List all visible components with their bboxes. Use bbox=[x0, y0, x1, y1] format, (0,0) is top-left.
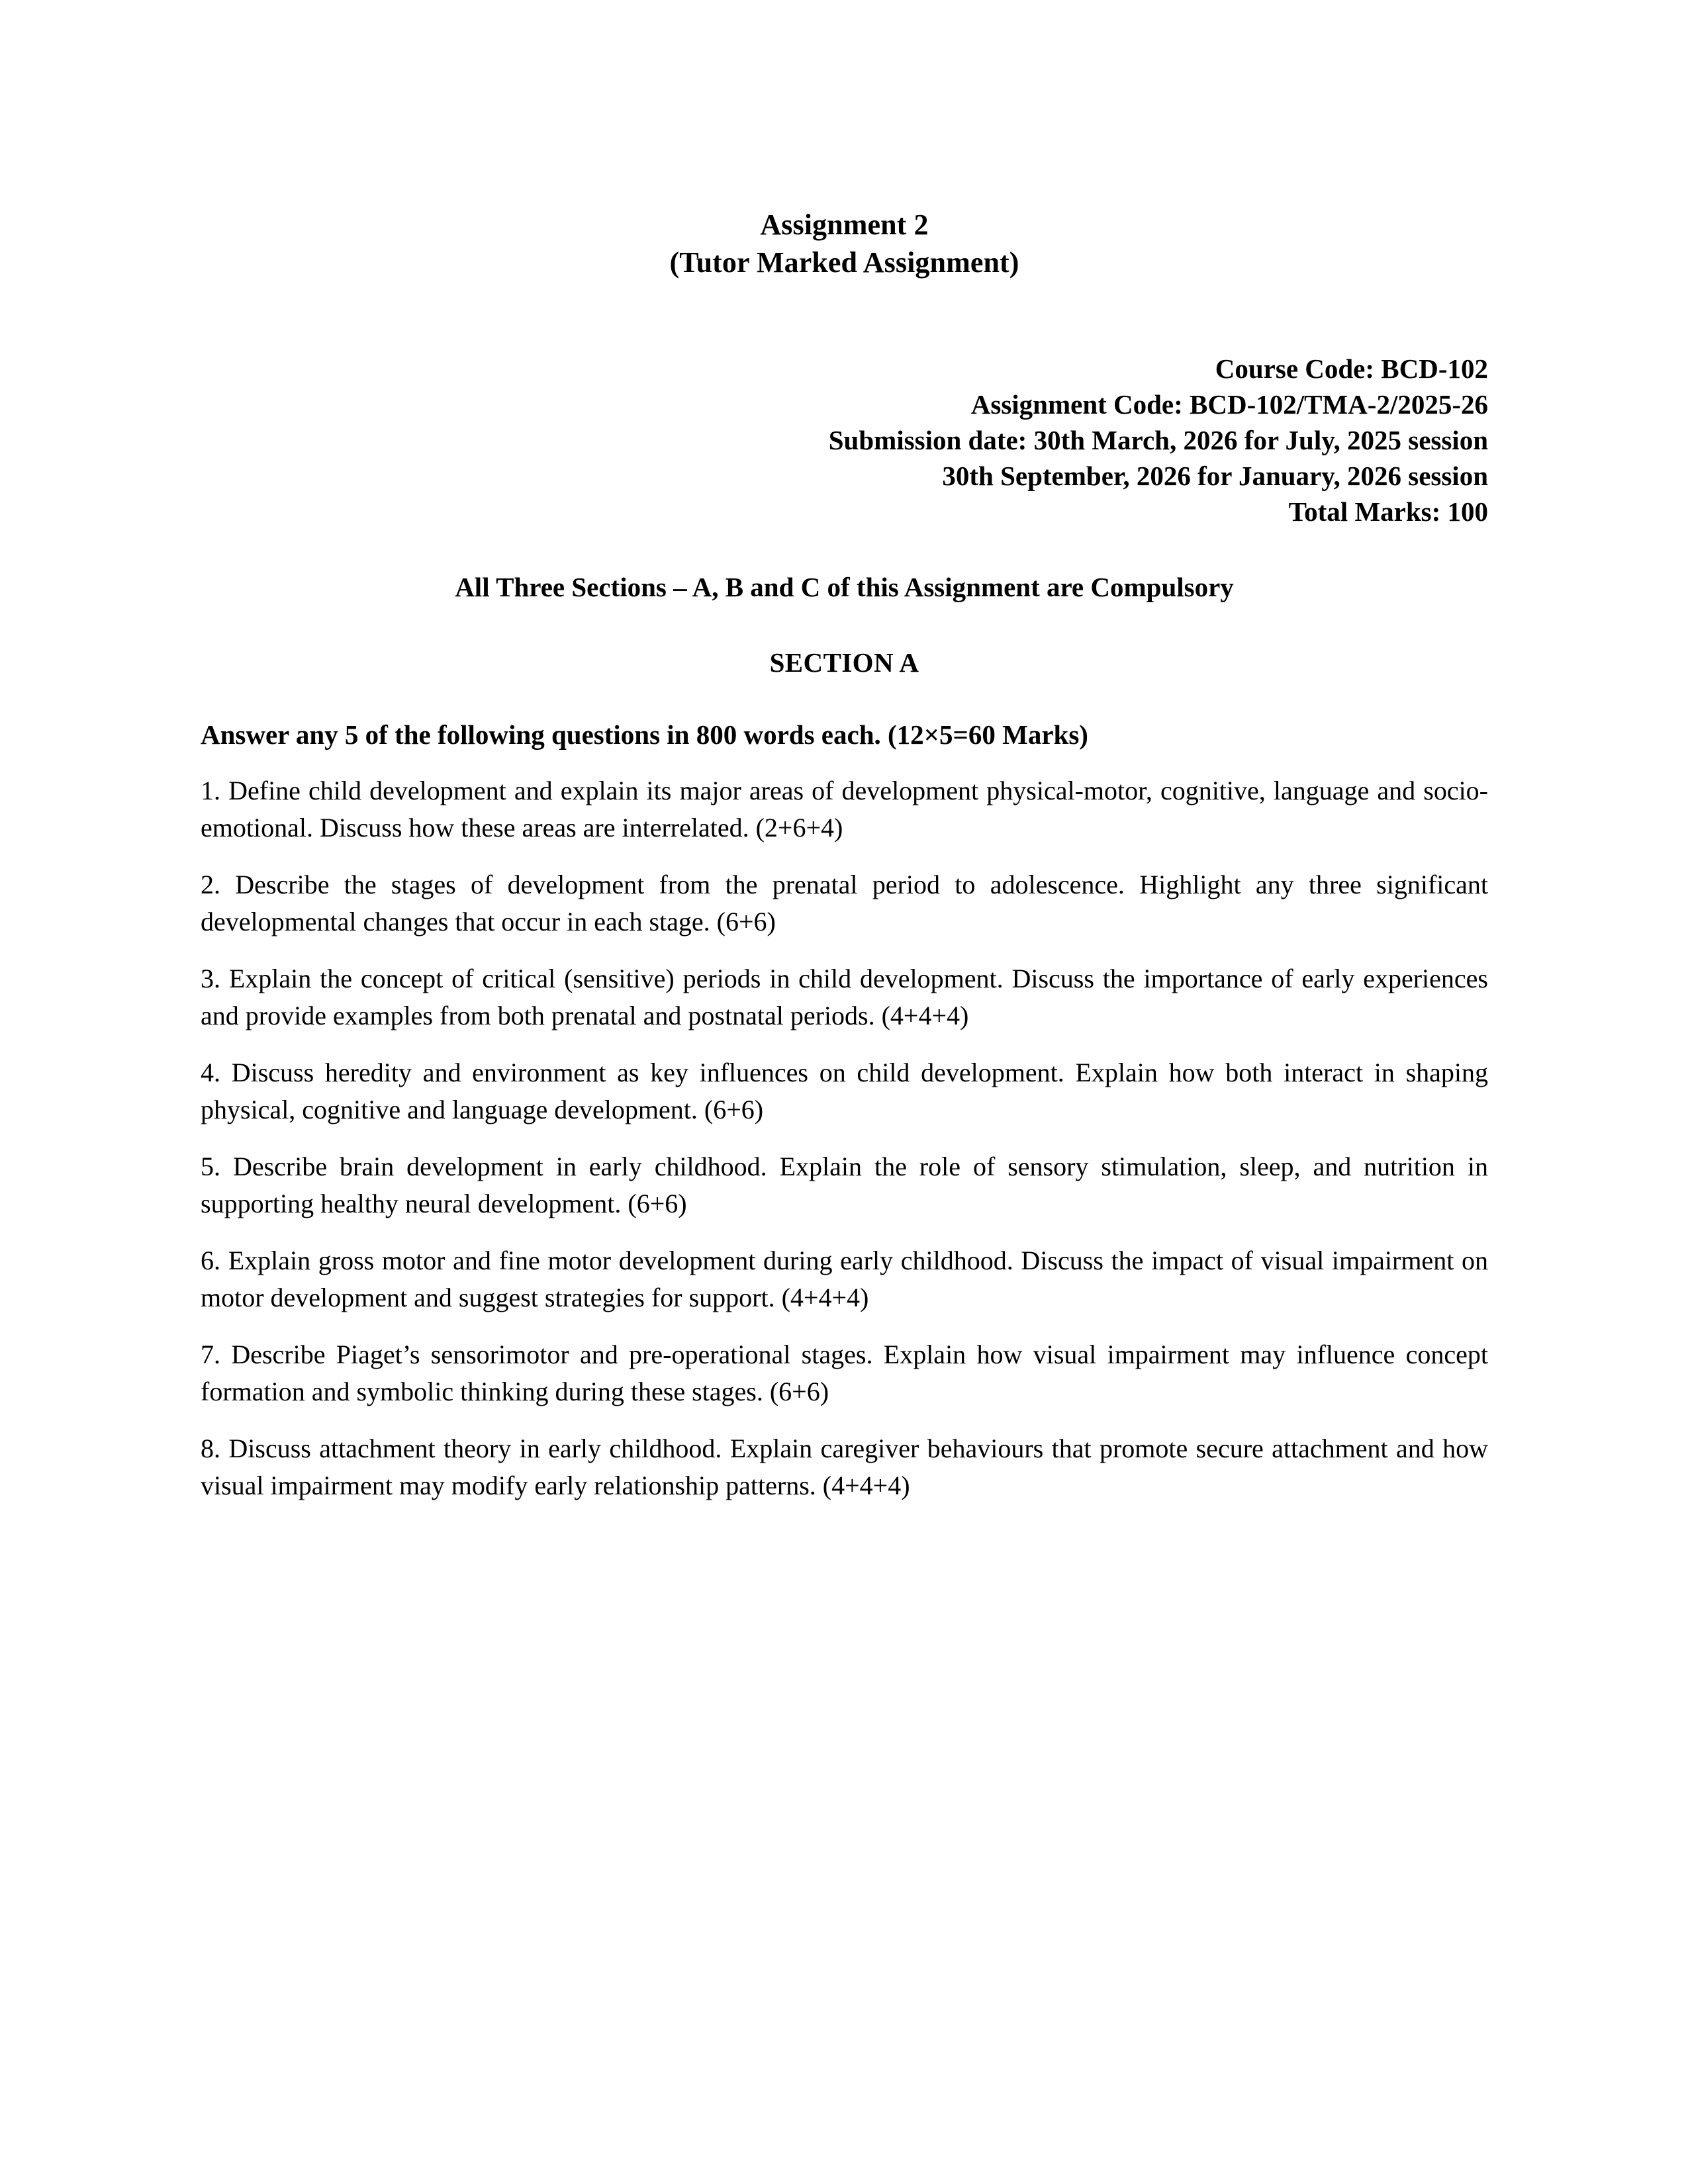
question-item: 7. Describe Piaget’s sensorimotor and pre-operational stages. Explain how visual impairment may influence concept formation and symbolic thinking during these stages. (6+6) bbox=[201, 1340, 1488, 1406]
assignment-code: Assignment Code: BCD-102/TMA-2/2025-26 bbox=[970, 389, 1488, 420]
total-marks: Total Marks: 100 bbox=[1288, 496, 1488, 527]
page-title bbox=[201, 0, 1488, 281]
assignment-meta-block bbox=[201, 281, 1488, 529]
question-list bbox=[201, 752, 1488, 1504]
question-item: 3. Explain the concept of critical (sensitive) periods in child development. Discuss the importance of early experiences and provide examples from both prenatal and postnatal periods. (4+4+4) bbox=[201, 964, 1488, 1030]
section-a-instruction: Answer any 5 of the following questions in 800 words each. (12×5=60 Marks) bbox=[201, 719, 1088, 750]
title-line-1: Assignment 2 bbox=[760, 208, 929, 241]
title-line-2: (Tutor Marked Assignment) bbox=[669, 246, 1019, 279]
submission-date-january-session: 30th September, 2026 for January, 2026 session bbox=[942, 461, 1488, 491]
question-item: 5. Describe brain development in early childhood. Explain the role of sensory stimulation, sleep, and nutrition in supporting healthy neural development. (6+6) bbox=[201, 1152, 1488, 1218]
compulsory-sections-note: All Three Sections – A, B and C of this Assignment are Compulsory bbox=[455, 572, 1234, 602]
section-a-heading: SECTION A bbox=[769, 647, 919, 678]
question-item: 4. Discuss heredity and environment as key influences on child development. Explain how both interact in shaping physical, cognitive and language development. (6+6) bbox=[201, 1058, 1488, 1124]
submission-date-july-session: Submission date: 30th March, 2026 for July, 2025 session bbox=[828, 425, 1488, 455]
document-content bbox=[201, 0, 1488, 1504]
question-item: 6. Explain gross motor and fine motor development during early childhood. Discuss the impact of visual impairment on motor development and suggest strategies for support. (4+4+4) bbox=[201, 1246, 1488, 1312]
course-code: Course Code: BCD-102 bbox=[1215, 353, 1488, 384]
question-item: 2. Describe the stages of development from the prenatal period to adolescence. Highlight any three significant developmental changes that occur in each stage. (6+6) bbox=[201, 870, 1488, 936]
question-item: 8. Discuss attachment theory in early childhood. Explain caregiver behaviours that promote secure attachment and how visual impairment may modify early relationship patterns. (4+4+4) bbox=[201, 1433, 1488, 1500]
question-item: 1. Define child development and explain its major areas of development physical-motor, cognitive, language and socio-emotional. Discuss how these areas are interrelated. (2+6+4) bbox=[201, 776, 1488, 842]
